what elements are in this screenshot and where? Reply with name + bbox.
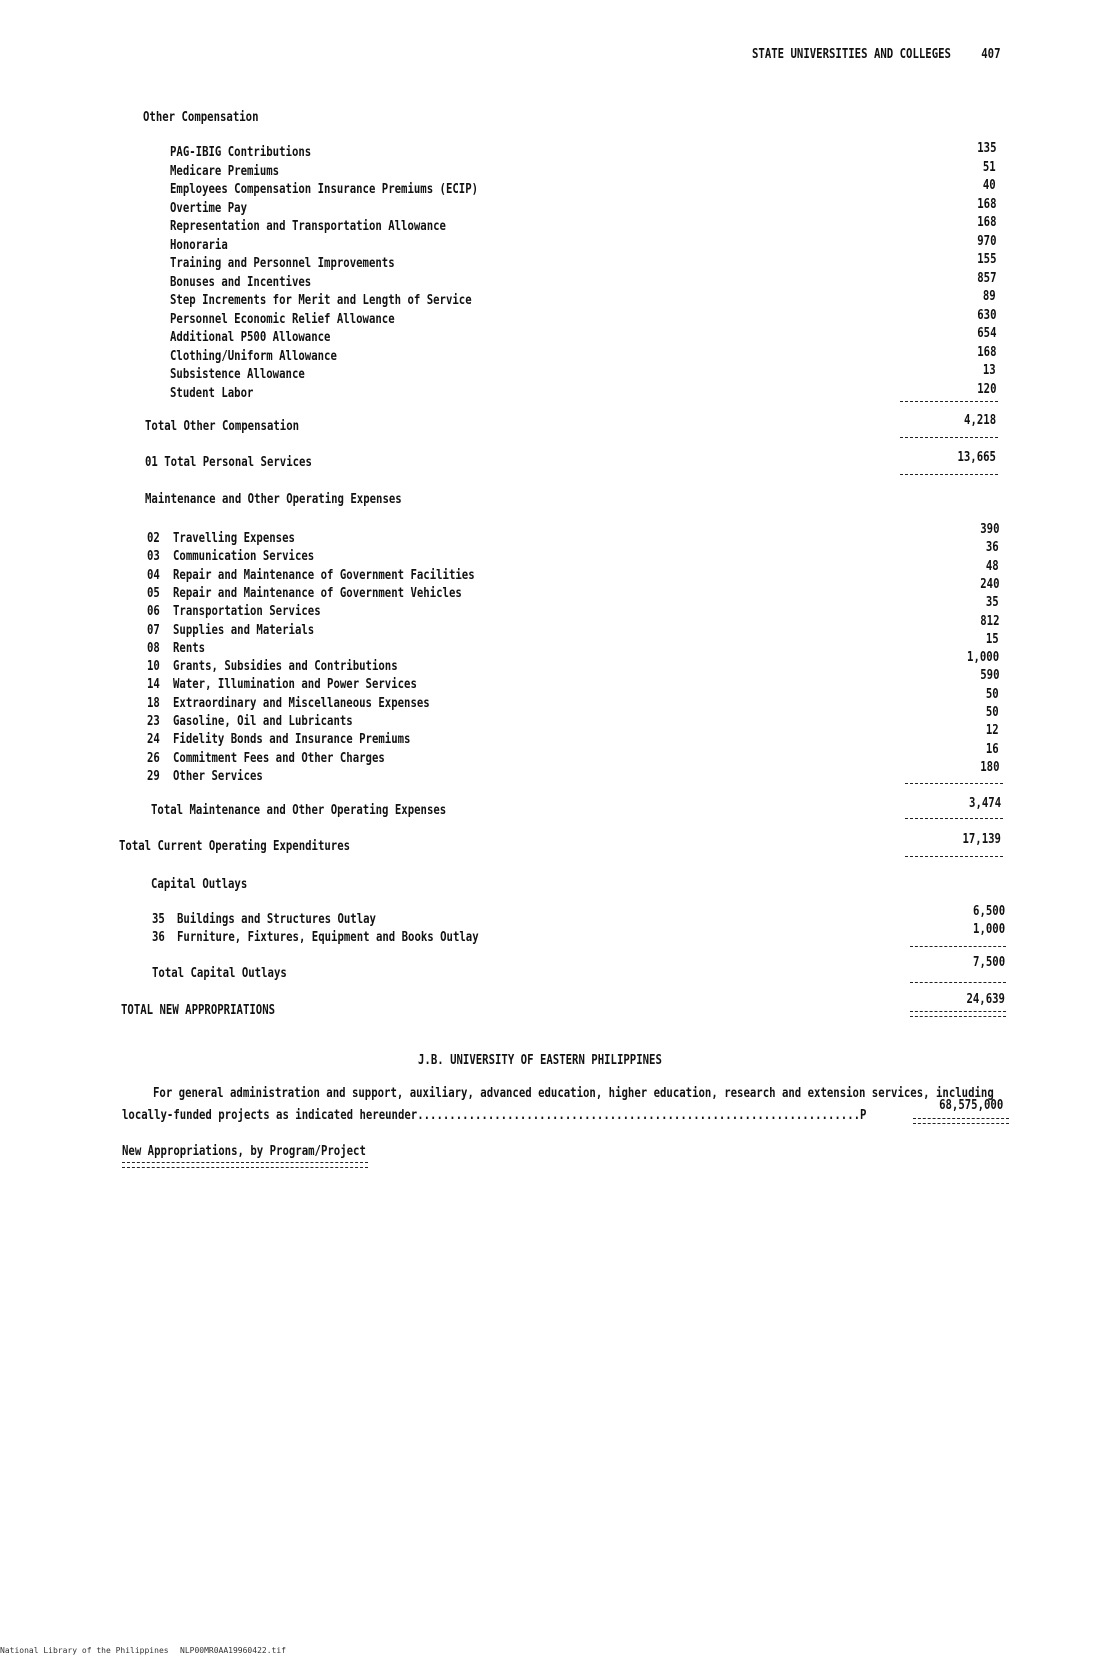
subheading-double-rule bbox=[122, 1162, 368, 1168]
footer-file: NLP00MR0AA19960422.tif bbox=[180, 1646, 286, 1655]
line-item-amount: 590 bbox=[979, 668, 999, 684]
line-item-amount: 120 bbox=[976, 381, 996, 397]
subtotal-rule bbox=[905, 818, 1003, 819]
line-item-amount: 50 bbox=[986, 705, 999, 720]
line-item-code: 36 bbox=[152, 930, 165, 945]
line-item-code: 04 bbox=[147, 567, 160, 583]
line-item-amount: 36 bbox=[986, 540, 999, 556]
line-item-label: Water, Illumination and Power Services bbox=[173, 677, 417, 693]
line-item-amount: 155 bbox=[976, 252, 996, 267]
total-personal-services-label: 01 Total Personal Services bbox=[145, 455, 312, 470]
line-item-code: 06 bbox=[147, 604, 160, 620]
line-item-label: Subsistence Allowance bbox=[170, 367, 305, 382]
total-capital-outlays-amount: 7,500 bbox=[972, 955, 1005, 970]
line-item-label: Grants, Subsidies and Contributions bbox=[173, 659, 398, 675]
total-current-operating-amount: 17,139 bbox=[962, 832, 1001, 847]
line-item-code: 23 bbox=[147, 714, 160, 729]
line-item-code: 03 bbox=[147, 549, 160, 565]
line-item-amount: 857 bbox=[976, 270, 996, 286]
line-item-amount: 168 bbox=[976, 196, 996, 212]
line-item-amount: 35 bbox=[986, 595, 999, 611]
line-item-label: Overtime Pay bbox=[170, 200, 248, 216]
line-item-amount: 15 bbox=[986, 631, 999, 647]
total-other-compensation-label: Total Other Compensation bbox=[145, 419, 300, 434]
line-item-label: Supplies and Materials bbox=[173, 622, 315, 638]
purpose-line-1: For general administration and support, auxiliary, advanced education, higher education, research and extension services, including bbox=[153, 1086, 994, 1101]
line-item-code: 24 bbox=[147, 732, 160, 748]
line-item-label: Employees Compensation Insurance Premiums (ECIP) bbox=[170, 182, 479, 197]
line-item-amount: 812 bbox=[979, 613, 999, 629]
line-item-amount: 48 bbox=[986, 558, 999, 574]
line-item-code: 26 bbox=[147, 750, 160, 766]
line-item-amount: 40 bbox=[983, 178, 996, 193]
page-number: 407 bbox=[980, 47, 1000, 62]
line-item-amount: 1,000 bbox=[966, 650, 999, 666]
line-item-label: Bonuses and Incentives bbox=[170, 274, 312, 290]
line-item-code: 05 bbox=[147, 585, 160, 601]
line-item-label: Furniture, Fixtures, Equipment and Books Outlay bbox=[177, 930, 479, 945]
line-item-amount: 135 bbox=[976, 141, 996, 156]
line-item-code: 18 bbox=[147, 695, 160, 711]
line-item-amount: 168 bbox=[976, 344, 996, 360]
line-item-amount: 12 bbox=[986, 723, 999, 739]
line-item-label: Clothing/Uniform Allowance bbox=[170, 348, 337, 364]
total-capital-outlays-label: Total Capital Outlays bbox=[152, 966, 287, 981]
line-item-code: 29 bbox=[147, 768, 160, 784]
line-item-amount: 390 bbox=[979, 522, 999, 537]
line-item-label: Medicare Premiums bbox=[170, 163, 280, 179]
total-current-operating-label: Total Current Operating Expenditures bbox=[119, 839, 351, 854]
total-other-compensation-amount: 4,218 bbox=[963, 413, 996, 428]
total-personal-services-amount: 13,665 bbox=[957, 450, 996, 465]
line-item-label: Transportation Services bbox=[173, 604, 321, 620]
line-item-label: Repair and Maintenance of Government Vehicles bbox=[173, 585, 462, 601]
line-item-label: Honoraria bbox=[170, 237, 228, 253]
purpose-amount-double-rule bbox=[913, 1118, 1009, 1124]
line-item-amount: 970 bbox=[976, 233, 996, 249]
line-item-label: Student Labor bbox=[170, 385, 254, 401]
running-header-title: STATE UNIVERSITIES AND COLLEGES bbox=[752, 47, 951, 62]
line-item-amount: 1,000 bbox=[972, 922, 1005, 937]
total-mooe-label: Total Maintenance and Other Operating Expenses bbox=[151, 803, 447, 818]
subtotal-rule bbox=[900, 437, 998, 438]
line-item-label: Extraordinary and Miscellaneous Expenses bbox=[173, 695, 430, 711]
section-heading-capital-outlays: Capital Outlays bbox=[151, 877, 248, 892]
line-item-amount: 6,500 bbox=[972, 904, 1005, 919]
line-item-code: 10 bbox=[147, 659, 160, 675]
line-item-amount: 630 bbox=[976, 307, 996, 323]
grand-total-double-rule bbox=[910, 1011, 1006, 1017]
line-item-amount: 51 bbox=[983, 159, 996, 175]
purpose-line-2: locally-funded projects as indicated hereunder.....................................................................P bbox=[122, 1108, 867, 1123]
line-item-label: Gasoline, Oil and Lubricants bbox=[173, 714, 353, 729]
line-item-amount: 16 bbox=[986, 741, 999, 757]
footer-library: National Library of the Philippines bbox=[0, 1646, 169, 1655]
total-new-appropriations-label: TOTAL NEW APPROPRIATIONS bbox=[121, 1003, 276, 1018]
purpose-amount: 68,575,000 bbox=[938, 1098, 1003, 1113]
line-item-label: Step Increments for Merit and Length of Service bbox=[170, 293, 472, 308]
line-item-amount: 50 bbox=[986, 686, 999, 702]
subtotal-rule bbox=[900, 401, 998, 402]
line-item-code: 07 bbox=[147, 622, 160, 638]
line-item-label: Travelling Expenses bbox=[173, 531, 295, 546]
line-item-code: 35 bbox=[152, 912, 165, 927]
line-item-label: Additional P500 Allowance bbox=[170, 330, 331, 345]
line-item-amount: 654 bbox=[976, 326, 996, 341]
university-name: J.B. UNIVERSITY OF EASTERN PHILIPPINES bbox=[418, 1053, 662, 1068]
line-item-amount: 13 bbox=[983, 363, 996, 378]
line-item-label: Representation and Transportation Allowance bbox=[170, 219, 446, 234]
line-item-code: 14 bbox=[147, 677, 160, 693]
subtotal-rule bbox=[910, 982, 1006, 983]
section-heading-other-compensation: Other Compensation bbox=[143, 110, 259, 125]
line-item-amount: 168 bbox=[976, 215, 996, 230]
line-item-label: Rents bbox=[173, 640, 206, 656]
subtotal-rule bbox=[900, 474, 998, 475]
line-item-label: Fidelity Bonds and Insurance Premiums bbox=[173, 732, 411, 748]
total-new-appropriations-amount: 24,639 bbox=[966, 992, 1005, 1007]
line-item-label: Training and Personnel Improvements bbox=[170, 256, 395, 271]
subtotal-rule bbox=[910, 946, 1006, 947]
new-appropriations-subheading: New Appropriations, by Program/Project bbox=[122, 1144, 366, 1159]
line-item-label: Personnel Economic Relief Allowance bbox=[170, 311, 395, 327]
line-item-amount: 89 bbox=[983, 289, 996, 304]
line-item-label: Buildings and Structures Outlay bbox=[177, 912, 376, 927]
line-item-code: 02 bbox=[147, 531, 160, 546]
line-item-amount: 180 bbox=[979, 759, 999, 775]
subtotal-rule bbox=[905, 783, 1003, 784]
line-item-label: Other Services bbox=[173, 768, 263, 784]
line-item-amount: 240 bbox=[979, 576, 999, 592]
line-item-code: 08 bbox=[147, 640, 160, 656]
line-item-label: PAG-IBIG Contributions bbox=[170, 145, 312, 160]
line-item-label: Repair and Maintenance of Government Facilities bbox=[173, 567, 475, 583]
line-item-label: Commitment Fees and Other Charges bbox=[173, 750, 385, 766]
line-item-label: Communication Services bbox=[173, 549, 315, 565]
section-heading-mooe: Maintenance and Other Operating Expenses bbox=[145, 492, 402, 507]
total-mooe-amount: 3,474 bbox=[968, 796, 1001, 811]
subtotal-rule bbox=[905, 856, 1003, 857]
